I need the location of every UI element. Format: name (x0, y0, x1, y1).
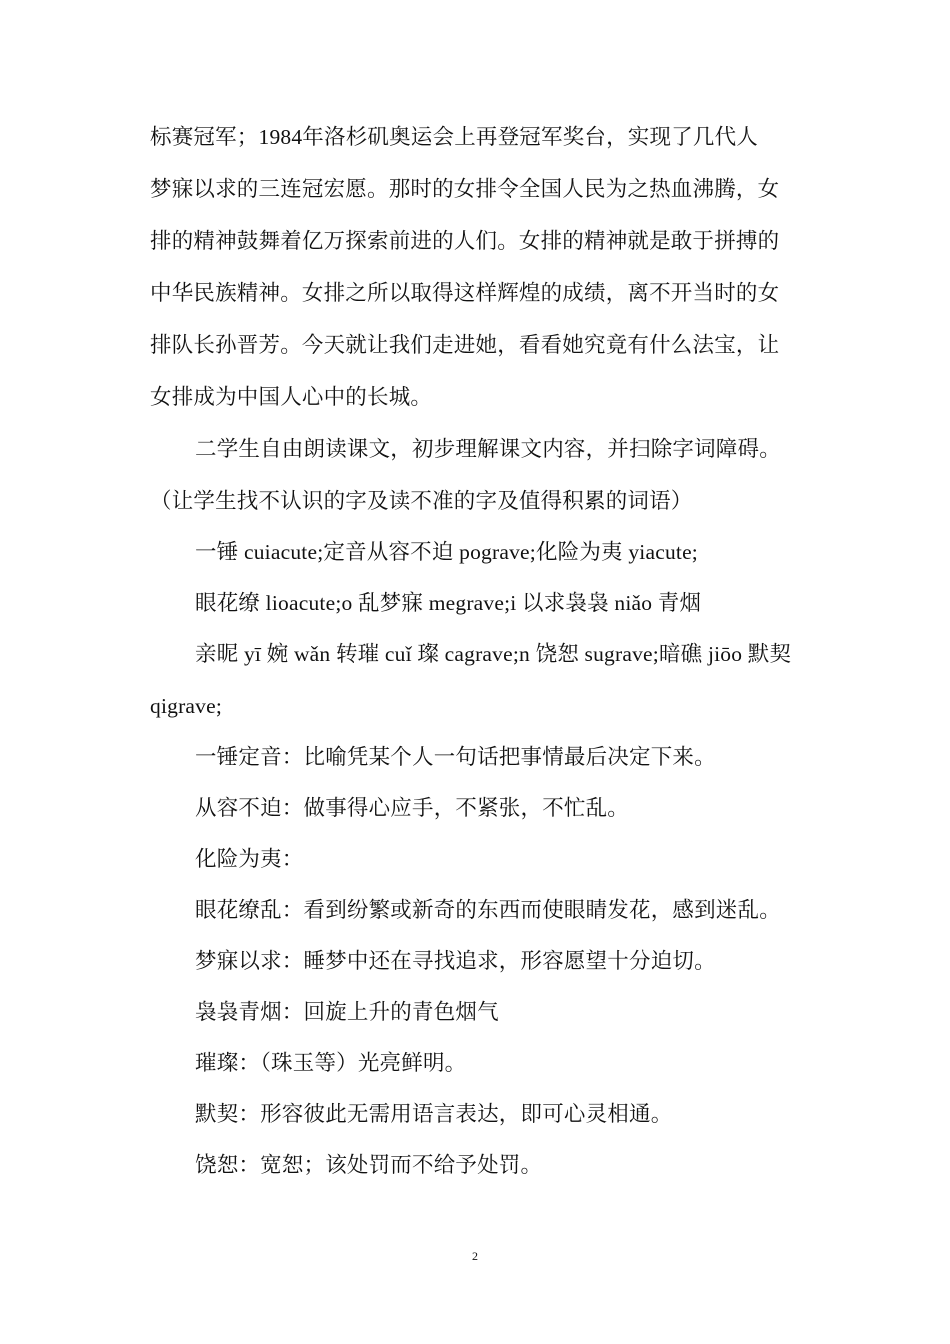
paragraph-line: 中华民族精神。女排之所以取得这样辉煌的成绩，离不开当时的女 (150, 281, 780, 305)
paragraph-line: 女排成为中国人心中的长城。 (150, 385, 433, 409)
definition-line: 默契：形容彼此无需用语言表达，即可心灵相通。 (195, 1102, 673, 1126)
paragraph-line: （让学生找不认识的字及读不准的字及值得积累的词语） (150, 489, 693, 513)
paragraph-line: 排的精神鼓舞着亿万探索前进的人们。女排的精神就是敢于拼搏的 (150, 229, 780, 253)
paragraph-line: 梦寐以求的三连冠宏愿。那时的女排令全国人民为之热血沸腾，女 (150, 177, 780, 201)
definition-line: 从容不迫：做事得心应手，不紧张，不忙乱。 (195, 796, 630, 820)
paragraph-line: 排队长孙晋芳。今天就让我们走进她，看看她究竟有什么法宝，让 (150, 333, 780, 357)
definition-line: 一锤定音：比喻凭某个人一句话把事情最后决定下来。 (195, 745, 716, 769)
section-heading-line: 二学生自由朗读课文，初步理解课文内容，并扫除字词障碍。 (195, 437, 781, 461)
vocab-pinyin-line: qigrave; (150, 694, 223, 718)
definition-line: 梦寐以求：睡梦中还在寻找追求，形容愿望十分迫切。 (195, 949, 716, 973)
definition-line: 化险为夷： (195, 847, 304, 871)
page-number: 2 (472, 1249, 478, 1263)
vocab-pinyin-line: 眼花缭 lioacute;o 乱梦寐 megrave;i 以求袅袅 niǎo 青烟 (195, 591, 702, 615)
definition-line: 璀璨：（珠玉等）光亮鲜明。 (195, 1051, 467, 1075)
definition-line: 眼花缭乱：看到纷繁或新奇的东西而使眼睛发花，感到迷乱。 (195, 898, 781, 922)
vocab-pinyin-line: 一锤 cuiacute;定音从容不迫 pograve;化险为夷 yiacute; (195, 540, 698, 564)
definition-line: 袅袅青烟：回旋上升的青色烟气 (195, 1000, 499, 1024)
definition-line: 饶恕：宽恕；该处罚而不给予处罚。 (195, 1153, 543, 1177)
vocab-pinyin-line: 亲昵 yī 婉 wǎn 转璀 cuǐ 璨 cagrave;n 饶恕 sugrave;暗礁 jiōo 默契 (195, 642, 792, 666)
paragraph-line: 标赛冠军；1984年洛杉矶奥运会上再登冠军奖台，实现了几代人 (150, 125, 759, 149)
